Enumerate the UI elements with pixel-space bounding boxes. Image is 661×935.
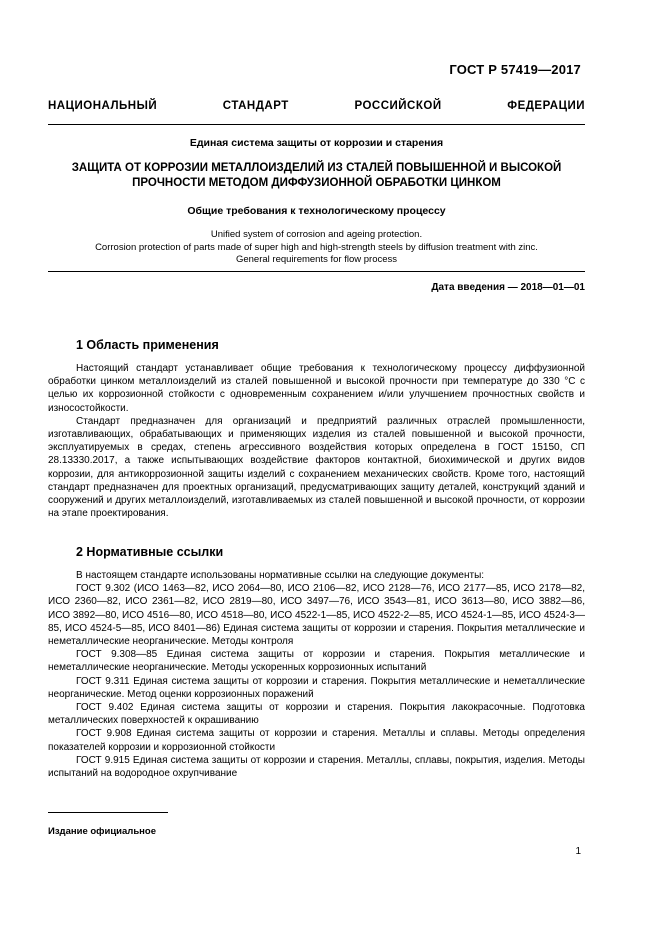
reference-item: ГОСТ 9.311 Единая система защиты от коррозии и старения. Покрытия металлические и неметаллические неорганические. Метод оценки коррозионных поражений <box>48 675 585 700</box>
paragraph: Настоящий стандарт устанавливает общие требования к технологическому процессу диффузионной обработки цинком металлоизделий из сталей повышенной и высокой прочности при температуре до 330 °С с целью их коррозионной стойкости с одновременным сохранением и/или улучшением прочностных свойств и износостойкости. <box>48 363 585 414</box>
publication-note: Издание официальное <box>48 826 156 837</box>
document-title-line: ЗАЩИТА ОТ КОРРОЗИИ МЕТАЛЛОИЗДЕЛИЙ ИЗ СТАЛЕЙ ПОВЫШЕННОЙ И ВЫСОКОЙ <box>71 162 562 174</box>
footer-divider <box>48 812 168 813</box>
section-heading: 1 Область применения <box>76 338 219 352</box>
standard-system-name: Единая система защиты от коррозии и старения <box>189 137 444 149</box>
document-title-line: ПРОЧНОСТИ МЕТОДОМ ДИФФУЗИОННОЙ ОБРАБОТКИ ЦИНКОМ <box>132 177 501 189</box>
section-heading: 2 Нормативные ссылки <box>76 545 224 559</box>
reference-item: ГОСТ 9.302 (ИСО 1463—82, ИСО 2064—80, ИСО 2106—82, ИСО 2128—76, ИСО 2177—85, ИСО 2178—82, ИСО 2360—82, ИСО 2361—82, ИСО 2819—80, ИСО 3497—76, ИСО 3543—81, ИСО 3613—80, ИСО 3882—86, ИСО 3892—80, ИСО 4516—80, ИСО 4518—80, ИСО 4522-1—85, ИСО 4522-2—85, ИСО 4524-1—85, ИСО 4524-3—85, ИСО 4524-5—85, ИСО 8401—86) Единая система защиты от коррозии и старения. Покрытия металлические и неметаллические неорганические. Методы контроля <box>48 583 585 648</box>
english-title <box>48 229 585 267</box>
document-number: ГОСТ Р 57419—2017 <box>449 62 581 77</box>
introduction-date: Дата введения — 2018—01—01 <box>431 282 585 293</box>
section-normative-references <box>48 545 585 780</box>
page-number: 1 <box>575 846 581 857</box>
paragraph: В настоящем стандарте использованы нормативные ссылки на следующие документы: <box>76 570 485 581</box>
english-title-line: General requirements for flow process <box>235 254 398 265</box>
document-title <box>48 161 585 191</box>
title-divider-top <box>48 124 585 125</box>
document-subtitle: Общие требования к технологическому процессу <box>187 205 446 217</box>
reference-item: ГОСТ 9.908 Единая система защиты от коррозии и старения. Металлы и сплавы. Методы определения показателей коррозии и коррозионной стойкости <box>48 728 585 753</box>
title-divider-bottom <box>48 271 585 272</box>
reference-item: ГОСТ 9.915 Единая система защиты от коррозии и старения. Металлы, сплавы, покрытия, изделия. Методы испытаний на водородное охрупчивание <box>48 754 585 780</box>
english-title-line: Unified system of corrosion and ageing protection. <box>210 229 423 240</box>
paragraph: Стандарт предназначен для организаций и предприятий различных отраслей промышленности, изготавливающих, обрабатывающих и применяющих изделия из сталей повышенной и высокой прочности, эксплуатируемых в средах, степень агрессивного воздействия которых определена в ГОСТ 15150, СП 28.13330.2017, а также испытывающих воздействие факторов контактной, биохимической и других видов коррозии, для антикоррозионной защиты изделий с сохранением механических свойств. Кроме того, настоящий стандарт предназначен для проектных организаций, предусматривающих защиту деталей, конструкций зданий и сооружений и других металлоизделий, изготавливаемых из сталей повышенной и высокой прочности, от коррозии на этапе проектирования. <box>48 415 585 520</box>
english-title-line: Corrosion protection of parts made of super high and high-strength steels by diffusion treatment with zinc. <box>95 241 538 253</box>
reference-item: ГОСТ 9.402 Единая система защиты от коррозии и старения. Покрытия лакокрасочные. Подготовка металлических поверхностей к окрашиванию <box>48 702 585 727</box>
reference-item: ГОСТ 9.308—85 Единая система защиты от коррозии и старения. Покрытия металлические и неметаллические неорганические. Методы ускоренных коррозионных испытаний <box>48 649 585 674</box>
section-scope <box>48 338 585 520</box>
national-standard-heading: НАЦИОНАЛЬНЫЙ СТАНДАРТ РОССИЙСКОЙ ФЕДЕРАЦИИ <box>48 100 585 112</box>
